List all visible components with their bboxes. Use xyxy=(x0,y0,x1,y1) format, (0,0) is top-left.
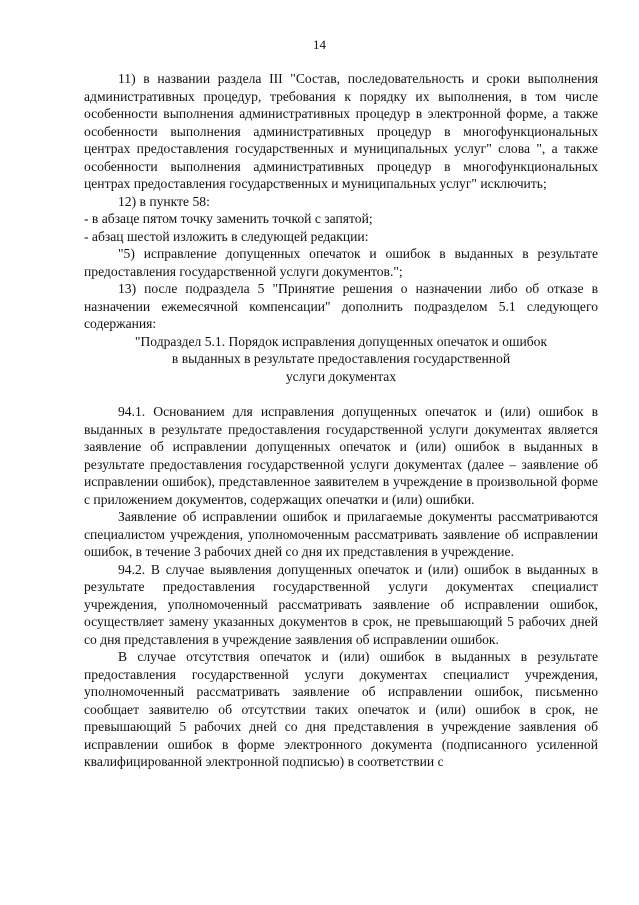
subsection-heading-line-2: в выданных в результате предоставления государственной xyxy=(171,351,511,366)
subsection-heading-line-1: "Подраздел 5.1. Порядок исправления допущенных опечаток и ошибок xyxy=(134,333,548,349)
subsection-heading xyxy=(84,333,598,386)
paragraph-94-1: 94.1. Основанием для исправления допущенных опечаток и (или) ошибок в выданных в результате предоставления государственной услуги документах является заявление об исправлении допущенных опечаток и (или) ошибок в выданных в результате предоставления государственной услуги документах (далее – заявление об исправлении ошибок), представленное заявителем в учреждение в произвольной форме с приложением документов, содержащих опечатки и (или) ошибки. xyxy=(84,404,598,507)
page-number: 14 xyxy=(313,37,326,52)
document-body xyxy=(84,70,598,771)
paragraph-dash-1: - в абзаце пятом точку заменить точкой с запятой; xyxy=(84,211,373,226)
paragraph-quoted-item-5: "5) исправление допущенных опечаток и ошибок в выданных в результате предоставления государственной услуги документов."; xyxy=(84,246,598,279)
paragraph-94-2-absence: В случае отсутствия опечаток и (или) ошибок в выданных в результате предоставления государственной услуги документах специалист учреждения, уполномоченный рассматривать заявление об исправлении ошибок, письменно сообщает заявителю об отсутствии таких опечаток и (или) ошибок в срок, не превышающий 5 рабочих дней со дня представления в учреждение заявления об исправлении ошибок в форме электронного документа (подписанного усиленной квалифицированной электронной подписью) в соответствии с xyxy=(84,649,598,769)
paragraph-item-11: 11) в названии раздела III "Состав, последовательность и сроки выполнения административных процедур, требования к порядку их выполнения, в том числе особенности выполнения административных процедур в электронной форме, а также особенности выполнения административных процедур в многофункциональных центрах предоставления государственных и муниципальных услуг" слова ", а также особенности выполнения административных процедур в многофункциональных центрах предоставления государственных и муниципальных услуг" исключить; xyxy=(84,71,598,191)
paragraph-94-1-review: Заявление об исправлении ошибок и прилагаемые документы рассматриваются специалистом учреждения, уполномоченным рассматривать заявление об исправлении ошибок, в течение 3 рабочих дней со дня их представления в учреждение. xyxy=(84,509,598,559)
paragraph-item-12: 12) в пункте 58: xyxy=(118,193,210,209)
paragraph-94-2: 94.2. В случае выявления допущенных опечаток и (или) ошибок в выданных в результате предоставления государственной услуги документах специалист учреждения, уполномоченный рассматривать заявление об исправлении ошибок, осуществляет замену указанных документов в срок, не превышающий 5 рабочих дней со дня представления в учреждение заявления об исправлении ошибок. xyxy=(84,561,598,647)
subsection-heading-line-3: услуги документах xyxy=(285,368,397,384)
paragraph-dash-2: - абзац шестой изложить в следующей редакции: xyxy=(84,228,369,244)
paragraph-item-13: 13) после подраздела 5 "Принятие решения о назначении либо об отказе в назначении ежемесячной компенсации" дополнить подразделом 5.1 следующего содержания: xyxy=(84,281,598,331)
